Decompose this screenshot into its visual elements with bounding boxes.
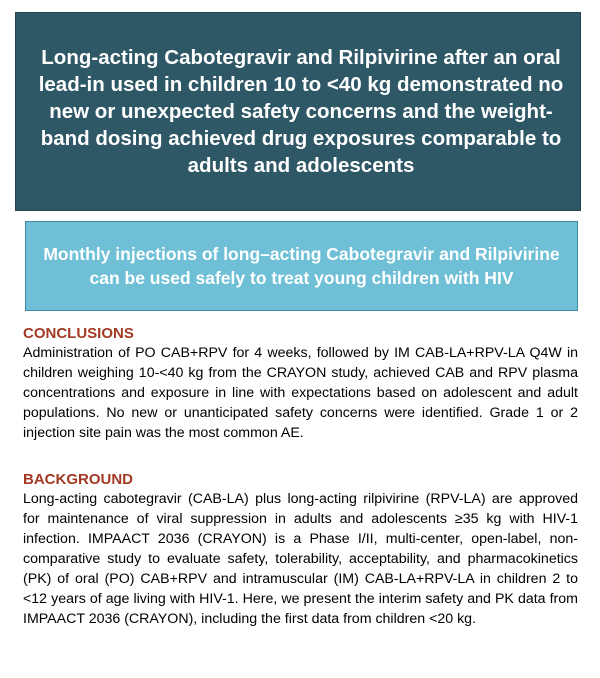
- background-heading: BACKGROUND: [23, 471, 133, 488]
- conclusions-section: [23, 325, 578, 443]
- background-text: Long-acting cabotegravir (CAB-LA) plus long-acting rilpivirine (RPV-LA) are approved for maintenance of viral suppression in adults and adolescents ≥35 kg with HIV-1 infection. IMPAACT 2036 (CRAYON) is a Phase I/II, multi-center, open-label, non-comparative study to evaluate safety, tolerability, acceptability, and pharmacokinetics (PK) of oral (PO) CAB+RPV and intramuscular (IM) CAB-LA+RPV-LA in children 2 to <12 years of age living with HIV-1. Here, we present the interim safety and PK data from IMPAACT 2036 (CRAYON), including the first data from children <20 kg.: [23, 491, 578, 627]
- summary-banner: [25, 221, 578, 311]
- background-section: [23, 471, 578, 629]
- conclusions-text: Administration of PO CAB+RPV for 4 weeks, followed by IM CAB-LA+RPV-LA Q4W in children weighing 10-<40 kg from the CRAYON study, achieved CAB and RPV plasma concentrations and exposure in line with expectations based on adolescent and adult populations. No new or unanticipated safety concerns were identified. Grade 1 or 2 injection site pain was the most common AE.: [23, 345, 578, 441]
- key-finding-banner: [15, 12, 581, 211]
- key-finding-headline: Long-acting Cabotegravir and Rilpivirine after an oral lead-in used in children 10 to <40 kg demonstrated no new or unexpected safety concerns and the weight-band dosing achieved drug exposures comparable to adults and adolescents: [38, 46, 564, 177]
- summary-subhead: Monthly injections of long–acting Cabotegravir and Rilpivirine can be used safely to treat young children with HIV: [43, 244, 560, 288]
- conclusions-heading: CONCLUSIONS: [23, 325, 134, 342]
